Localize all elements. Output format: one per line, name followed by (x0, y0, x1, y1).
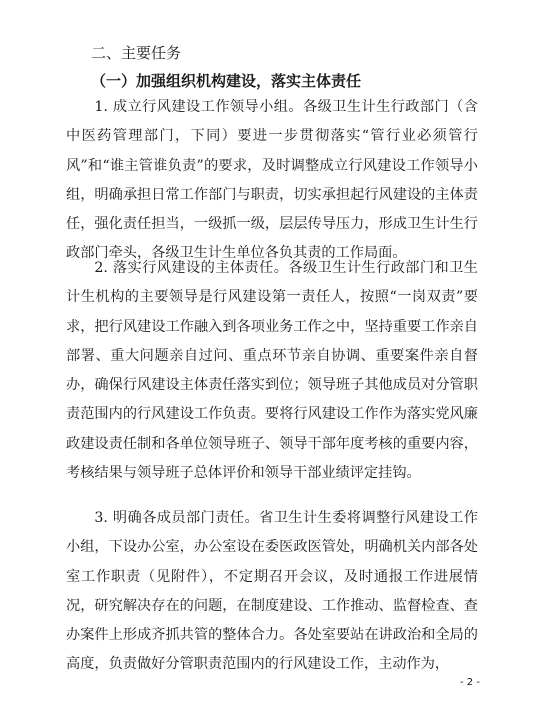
subsection-heading: （一）加强组织机构建设，落实主体责任 (91, 72, 362, 90)
paragraph-2: 2. 落实行风建设的主体责任。各级卫生计生行政部门和卫生计生机构的主要领导是行风建设第一责任人，按照“一岗双责”要求，把行风建设工作融入到各项业务工作之中，坚持重要工作亲自部署、重大问题亲自过问、重点环节亲自协调、重要案件亲自督办，确保行风建设主体责任落实到位；领导班子其他成员对分管职责范围内的行风建设工作负责。要将行风建设工作作为落实党风廉政建设责任制和各单位领导班子、领导干部年度考核的重要内容，考核结果与领导班子总体评价和领导干部业绩评定挂钩。 (66, 260, 478, 482)
section-heading: 二、主要任务 (91, 44, 182, 62)
paragraph-3: 3. 明确各成员部门责任。省卫生计生委将调整行风建设工作小组，下设办公室，办公室设在委医政医管处，明确机关内部各处室工作职责（见附件），不定期召开会议，及时通报工作进展情况，研究解决存在的问题，在制度建设、工作推动、监督检查、查办案件上形成齐抓共管的整体合力。各处室要站在讲政治和全局的高度，负责做好分管职责范围内的行风建设工作，主动作为， (66, 510, 478, 673)
page-number: - 2 - (460, 677, 480, 688)
paragraph-1: 1. 成立行风建设工作领导小组。各级卫生计生行政部门（含中医药管理部门，下同）要进一步贯彻落实“管行业必须管行风”和“谁主管谁负责”的要求，及时调整成立行风建设工作领导小组，明确承担日常工作部门与职责，切实承担起行风建设的主体责任，强化责任担当，一级抓一级，层层传导压力，形成卫生计生行政部门牵头，各级卫生计生单位各负其责的工作局面。 (66, 99, 478, 262)
